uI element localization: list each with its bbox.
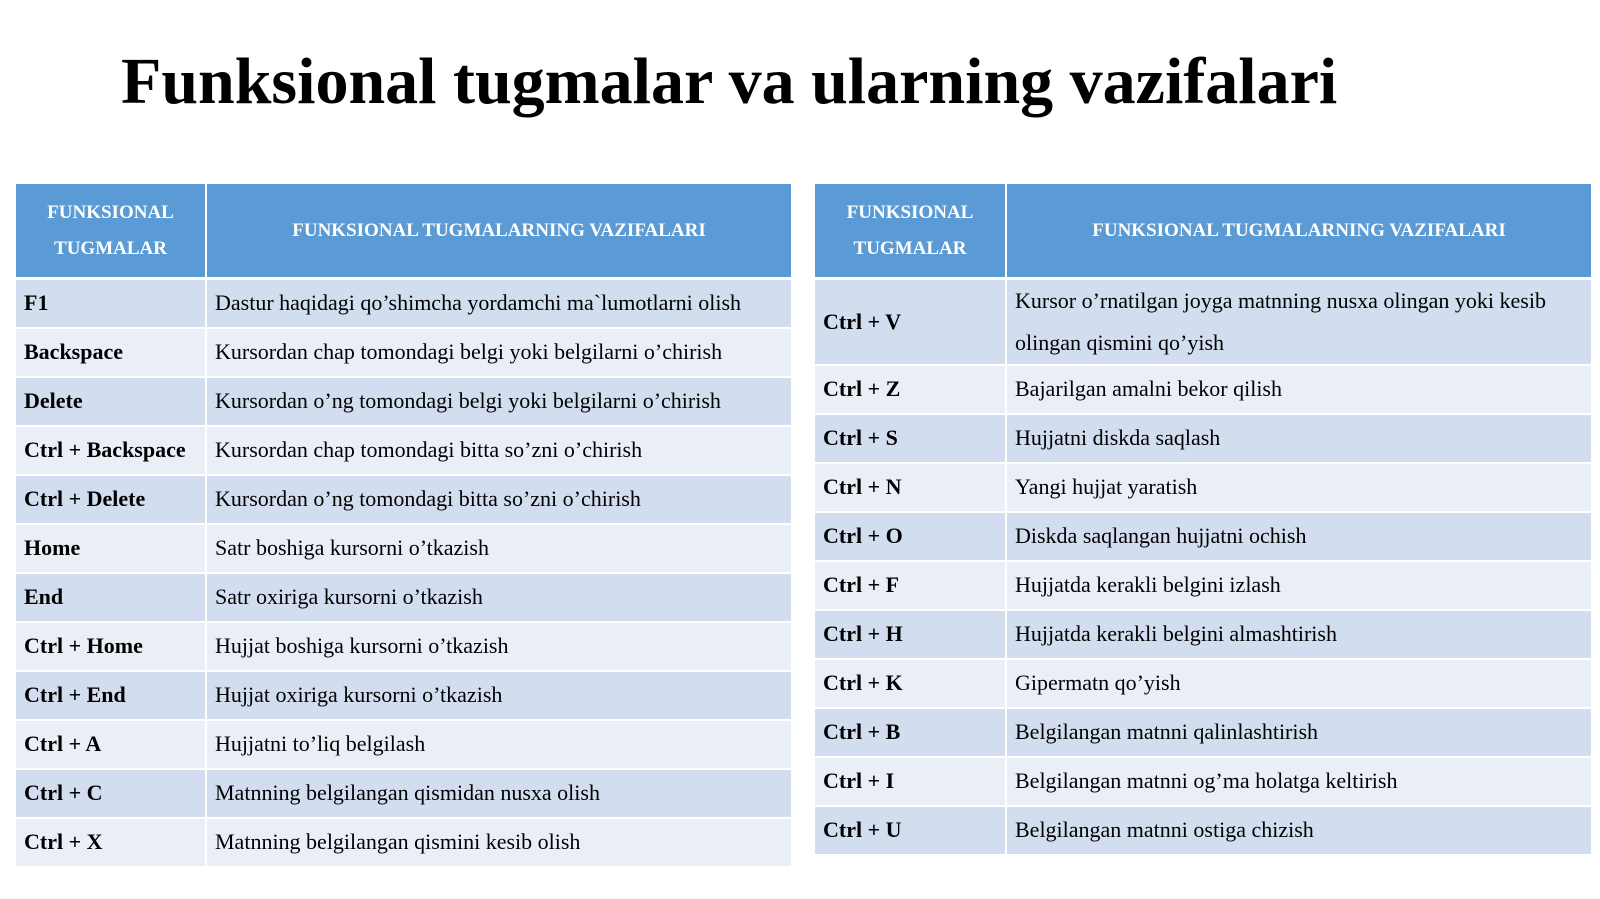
shortcut-key: Ctrl + C [16, 769, 206, 818]
shortcut-description: Belgilangan matnni og’ma holatga keltirish [1006, 757, 1591, 806]
table-row [16, 818, 791, 867]
shortcut-description: Hujjatda kerakli belgini almashtirish [1006, 610, 1591, 659]
shortcut-description: Kursordan o’ng tomondagi bitta so’zni o’chirish [206, 475, 791, 524]
table-row [815, 414, 1591, 463]
header-keys: FUNKSIONAL TUGMALAR [815, 184, 1006, 279]
shortcut-key: End [16, 573, 206, 622]
table-row [815, 757, 1591, 806]
header-functions: FUNKSIONAL TUGMALARNING VAZIFALARI [206, 184, 791, 279]
shortcut-key: F1 [16, 279, 206, 328]
table-row [815, 708, 1591, 757]
shortcut-key: Ctrl + K [815, 659, 1006, 708]
shortcuts-table-right [815, 184, 1591, 856]
shortcut-description: Matnning belgilangan qismidan nusxa olish [206, 769, 791, 818]
shortcut-description: Bajarilgan amalni bekor qilish [1006, 365, 1591, 414]
shortcuts-table-left [16, 184, 791, 868]
table-row [815, 806, 1591, 855]
shortcut-key: Delete [16, 377, 206, 426]
shortcut-key: Ctrl + S [815, 414, 1006, 463]
table-row [16, 720, 791, 769]
shortcut-key: Ctrl + N [815, 463, 1006, 512]
shortcut-description: Matnning belgilangan qismini kesib olish [206, 818, 791, 867]
shortcut-key: Ctrl + A [16, 720, 206, 769]
table-row [815, 561, 1591, 610]
shortcut-description: Kursordan chap tomondagi bitta so’zni o’chirish [206, 426, 791, 475]
shortcut-description: Kursordan chap tomondagi belgi yoki belgilarni o’chirish [206, 328, 791, 377]
shortcut-key: Ctrl + Delete [16, 475, 206, 524]
shortcut-key: Backspace [16, 328, 206, 377]
shortcut-key: Ctrl + I [815, 757, 1006, 806]
table-row [16, 524, 791, 573]
table-row [815, 512, 1591, 561]
table-row [16, 573, 791, 622]
shortcut-description: Belgilangan matnni ostiga chizish [1006, 806, 1591, 855]
shortcut-key: Ctrl + End [16, 671, 206, 720]
shortcut-description: Gipermatn qo’yish [1006, 659, 1591, 708]
shortcut-description: Hujjatni to’liq belgilash [206, 720, 791, 769]
table-row [815, 659, 1591, 708]
shortcut-description: Dastur haqidagi qo’shimcha yordamchi ma`lumotlarni olish [206, 279, 791, 328]
shortcut-key: Ctrl + O [815, 512, 1006, 561]
table-row [16, 328, 791, 377]
shortcut-key: Home [16, 524, 206, 573]
table-row [815, 463, 1591, 512]
table-row [815, 365, 1591, 414]
shortcut-key: Ctrl + V [815, 279, 1006, 366]
shortcut-description: Hujjatda kerakli belgini izlash [1006, 561, 1591, 610]
shortcut-description: Kursor o’rnatilgan joyga matnning nusxa olingan yoki kesib olingan qismini qo’yish [1006, 279, 1591, 366]
shortcut-key: Ctrl + Home [16, 622, 206, 671]
table-header-row [815, 184, 1591, 279]
table-row [16, 475, 791, 524]
shortcut-description: Diskda saqlangan hujjatni ochish [1006, 512, 1591, 561]
shortcut-key: Ctrl + Z [815, 365, 1006, 414]
shortcut-key: Ctrl + B [815, 708, 1006, 757]
header-functions: FUNKSIONAL TUGMALARNING VAZIFALARI [1006, 184, 1591, 279]
shortcut-key: Ctrl + X [16, 818, 206, 867]
shortcut-key: Ctrl + H [815, 610, 1006, 659]
table-row [16, 279, 791, 328]
shortcut-description: Satr boshiga kursorni o’tkazish [206, 524, 791, 573]
shortcut-key: Ctrl + U [815, 806, 1006, 855]
shortcut-description: Yangi hujjat yaratish [1006, 463, 1591, 512]
shortcut-key: Ctrl + F [815, 561, 1006, 610]
shortcut-key: Ctrl + Backspace [16, 426, 206, 475]
table-row [16, 769, 791, 818]
table-header-row [16, 184, 791, 279]
shortcut-description: Hujjat boshiga kursorni o’tkazish [206, 622, 791, 671]
shortcut-description: Belgilangan matnni qalinlashtirish [1006, 708, 1591, 757]
slide-title: Funksional tugmalar va ularning vazifalari [121, 45, 1338, 118]
table-row [16, 622, 791, 671]
table-row [16, 671, 791, 720]
shortcut-description: Satr oxiriga kursorni o’tkazish [206, 573, 791, 622]
table-row [16, 426, 791, 475]
table-row [16, 377, 791, 426]
shortcut-description: Kursordan o’ng tomondagi belgi yoki belgilarni o’chirish [206, 377, 791, 426]
shortcut-description: Hujjat oxiriga kursorni o’tkazish [206, 671, 791, 720]
table-row [815, 279, 1591, 366]
table-row [815, 610, 1591, 659]
header-keys: FUNKSIONAL TUGMALAR [16, 184, 206, 279]
shortcut-description: Hujjatni diskda saqlash [1006, 414, 1591, 463]
